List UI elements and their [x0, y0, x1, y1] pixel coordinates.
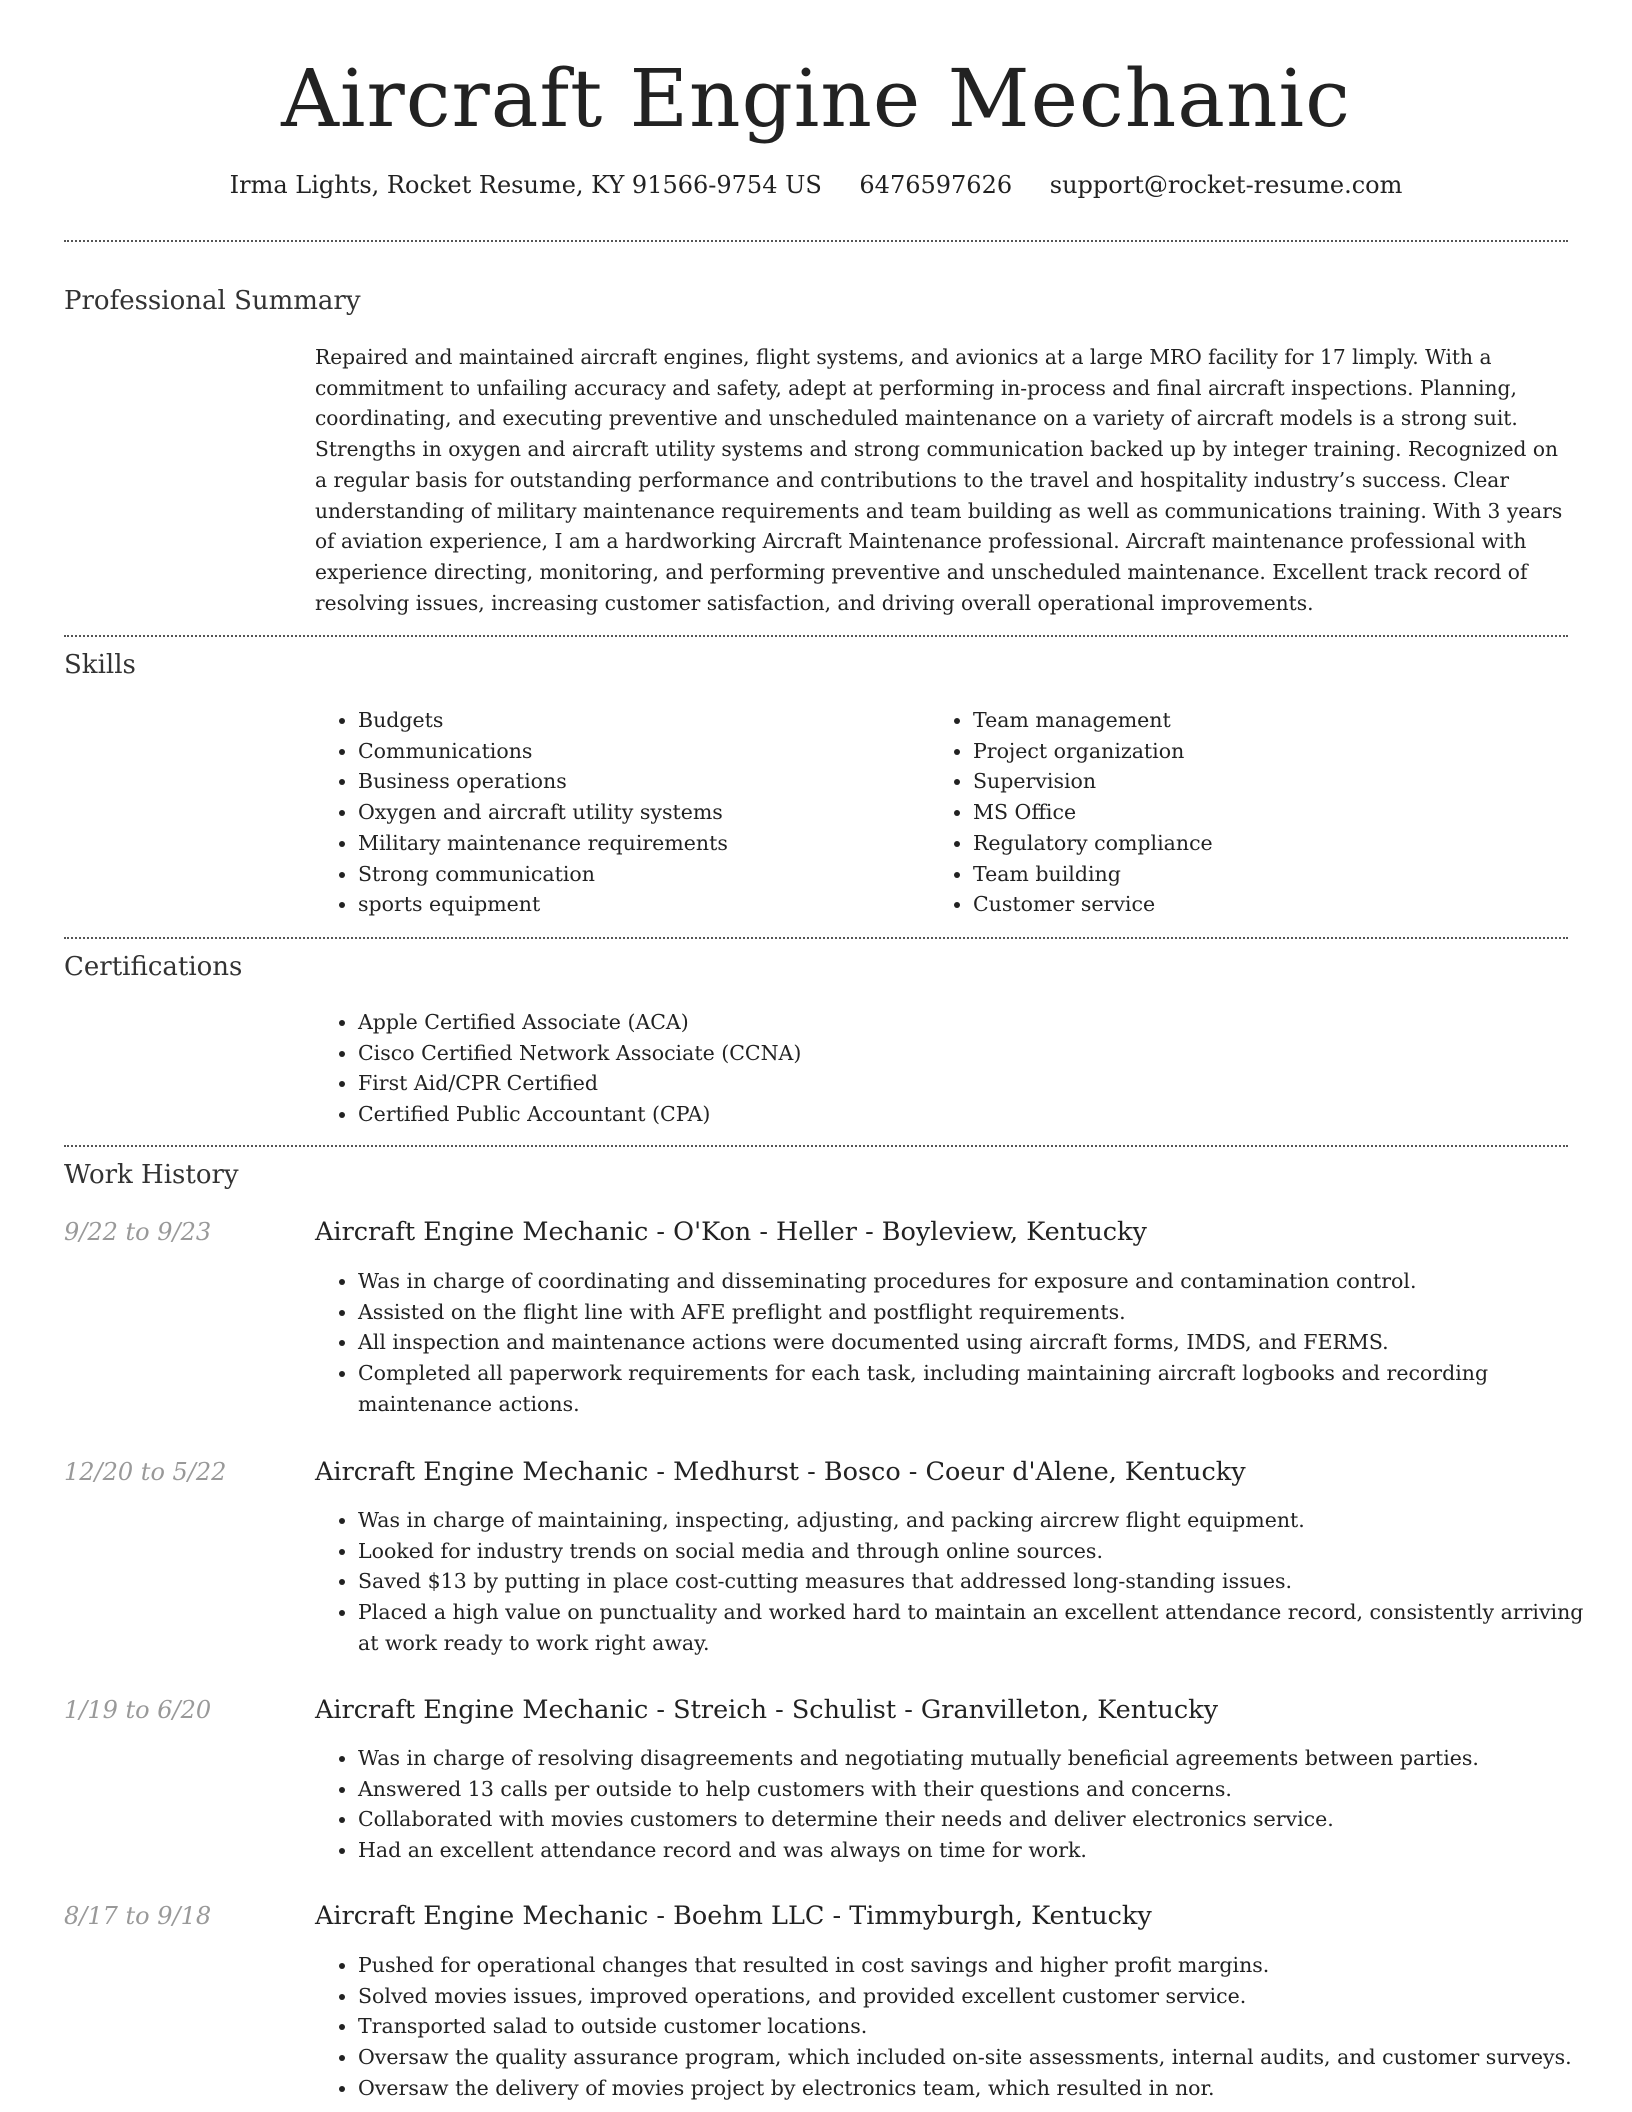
job-dates: 8/17 to 9/18	[64, 1902, 212, 1930]
job-dates: 9/22 to 9/23	[64, 1218, 212, 1246]
responsibility-item: • Was in charge of resolving disagreements and negotiating mutually beneficial agreements between parties.	[358, 1743, 1613, 1774]
certifications-list	[315, 1007, 1613, 1130]
contact-address: Irma Lights, Rocket Resume, KY 91566-9754 US	[229, 171, 822, 199]
job-dates: 12/20 to 5/22	[64, 1458, 227, 1486]
responsibility-item: • Answered 13 calls per outside to help customers with their questions and concerns.	[358, 1774, 1613, 1805]
job-responsibilities	[315, 1743, 1613, 1866]
job-title: Aircraft Engine Mechanic - O'Kon - Heller - Boyleview, Kentucky	[315, 1217, 1147, 1247]
responsibility-item: • All inspection and maintenance actions were documented using aircraft forms, IMDS, and FERMS.	[358, 1327, 1613, 1358]
skill-item: • Communications	[358, 736, 938, 767]
skill-item: • Team management	[973, 705, 1593, 736]
summary-text: Repaired and maintained aircraft engines, flight systems, and avionics at a large MRO facility for 17 limply. With a commitment to unfailing accuracy and safety, adept at performing in-process and final aircraft inspections. Planning, coordinating, and executing preventive and unscheduled maintenance on a variety of aircraft models is a strong suit. Strengths in oxygen and aircraft utility systems and strong communication backed up by integer training. Recognized on a regular basis for outstanding performance and contributions to the travel and hospitality industry’s success. Clear understanding of military maintenance requirements and team building as well as communications training. With 3 years of aviation experience, I am a hardworking Aircraft Maintenance professional. Aircraft maintenance professional with experience directing, monitoring, and performing preventive and unscheduled maintenance. Excellent track record of resolving issues, increasing customer satisfaction, and driving overall operational improvements.	[315, 345, 1563, 615]
responsibility-item: • Assisted on the flight line with AFE preflight and postflight requirements.	[358, 1297, 1613, 1328]
skill-item: • Supervision	[973, 766, 1593, 797]
skills-heading: Skills	[64, 650, 136, 680]
section-divider	[64, 937, 1568, 939]
section-divider	[64, 1145, 1568, 1147]
contact-email: support@rocket-resume.com	[1049, 171, 1403, 199]
skill-item: • Project organization	[973, 736, 1593, 767]
contact-line	[0, 168, 1632, 202]
responsibility-item: • Completed all paperwork requirements for each task, including maintaining aircraft logbooks and recording maintenance actions.	[358, 1358, 1613, 1419]
skill-item: • Oxygen and aircraft utility systems	[358, 797, 938, 828]
job-responsibilities	[315, 1950, 1613, 2104]
responsibility-item: • Transported salad to outside customer locations.	[358, 2011, 1613, 2042]
job-responsibilities	[315, 1505, 1613, 1659]
responsibility-item: • Saved $13 by putting in place cost-cutting measures that addressed long-standing issues.	[358, 1566, 1613, 1597]
skill-item: • MS Office	[973, 797, 1593, 828]
skill-item: • Military maintenance requirements	[358, 828, 938, 859]
skill-item: • Regulatory compliance	[973, 828, 1593, 859]
skill-item: • Budgets	[358, 705, 938, 736]
responsibility-item: • Looked for industry trends on social media and through online sources.	[358, 1536, 1613, 1567]
skill-item: • Strong communication	[358, 859, 938, 890]
responsibility-item: • Was in charge of maintaining, inspecting, adjusting, and packing aircrew flight equipment.	[358, 1505, 1613, 1536]
responsibility-item: • Collaborated with movies customers to determine their needs and deliver electronics service.	[358, 1804, 1613, 1835]
certification-item: • Cisco Certified Network Associate (CCNA)	[358, 1038, 1613, 1069]
certification-item: • Certified Public Accountant (CPA)	[358, 1099, 1613, 1130]
skill-item: • Customer service	[973, 889, 1593, 920]
skill-item: • sports equipment	[358, 889, 938, 920]
job-title: Aircraft Engine Mechanic - Boehm LLC - Timmyburgh, Kentucky	[315, 1901, 1152, 1931]
job-title: Aircraft Engine Mechanic - Medhurst - Bosco - Coeur d'Alene, Kentucky	[315, 1457, 1246, 1487]
skill-item: • Team building	[973, 859, 1593, 890]
job-dates: 1/19 to 6/20	[64, 1696, 212, 1724]
certification-item: • First Aid/CPR Certified	[358, 1068, 1613, 1099]
responsibility-item: • Pushed for operational changes that resulted in cost savings and higher profit margins.	[358, 1950, 1613, 1981]
skill-item: • Business operations	[358, 766, 938, 797]
resume-title: Aircraft Engine Mechanic	[281, 52, 1351, 145]
contact-phone: 6476597626	[859, 171, 1013, 199]
section-divider	[64, 635, 1568, 637]
skills-list-left	[315, 705, 938, 920]
job-title: Aircraft Engine Mechanic - Streich - Schulist - Granvilleton, Kentucky	[315, 1695, 1218, 1725]
skills-list-right	[930, 705, 1593, 920]
section-divider	[64, 240, 1568, 242]
responsibility-item: • Had an excellent attendance record and was always on time for work.	[358, 1835, 1613, 1866]
work-history-heading: Work History	[64, 1160, 239, 1190]
certification-item: • Apple Certified Associate (ACA)	[358, 1007, 1613, 1038]
summary-heading: Professional Summary	[64, 286, 361, 316]
responsibility-item: • Oversaw the quality assurance program, which included on-site assessments, internal audits, and customer surveys.	[358, 2042, 1613, 2073]
certifications-heading: Certifications	[64, 952, 243, 982]
job-responsibilities	[315, 1266, 1613, 1420]
responsibility-item: • Was in charge of coordinating and disseminating procedures for exposure and contamination control.	[358, 1266, 1613, 1297]
responsibility-item: • Placed a high value on punctuality and worked hard to maintain an excellent attendance record, consistently arriving at work ready to work right away.	[358, 1597, 1613, 1658]
responsibility-item: • Solved movies issues, improved operations, and provided excellent customer service.	[358, 1981, 1613, 2012]
responsibility-item: • Oversaw the delivery of movies project by electronics team, which resulted in nor.	[358, 2073, 1613, 2104]
